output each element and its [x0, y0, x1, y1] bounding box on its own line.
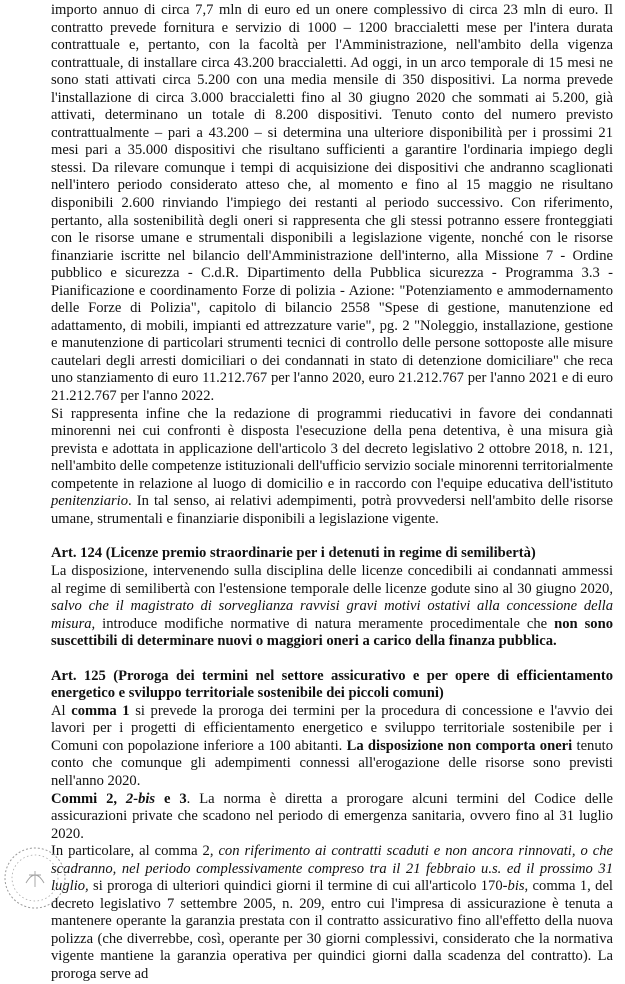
text-run: Al [51, 702, 72, 719]
paragraph-braccialetti [51, 2, 613, 406]
paragraph-programmi-rieducativi [51, 406, 613, 529]
paragraph-art-125-commi-2-3 [51, 791, 613, 844]
text-run: , comma 1, del decreto legislativo 7 settembre 2005, n. 209, entro cui l'impresa di assicurazione è tenuta a mantenere operante la garanzia prestata con il contratto assicurativo fino all'effetto della nuova polizza (che diverrebbe, così, operante per 30 giorni complessivi, considerato che la normativa vigente mantiene la garanzia operativa per quindici giorni dalla scadenza del contratto). La proroga serve ad [51, 878, 613, 982]
paragraph-gap [51, 651, 613, 668]
heading-art-124: Art. 124 (Licenze premio straordinarie per i detenuti in regime di semilibertà) [51, 545, 536, 562]
text-run: La disposizione, intervenendo sulla disciplina delle licenze concedibili ai condannati ammessi al regime di semilibertà con l'estensione temporale delle licenze godute sino al 30 giugno 2020, [51, 562, 613, 597]
seal-emblem [26, 871, 44, 887]
bold-italic-run: 2-bis [125, 790, 156, 807]
bold-run: La disposizione non comporta oneri [346, 737, 573, 754]
italic-run: con riferimento ai contratti scaduti e non ancora rinnovati, o che scadranno, nel periodo complessivamente compreso tra il 21 febbraio u.s. ed il prossimo 31 luglio, [51, 843, 613, 895]
italic-run: salvo che il magistrato di sorveglianza ravvisi gravi motivi ostativi alla concessione della misura, [51, 598, 613, 632]
official-seal-stamp [2, 845, 68, 911]
text-run: si proroga di ulteriori quindici giorni il termine di cui all'articolo 170- [88, 878, 508, 895]
bold-run: e 3 [155, 790, 187, 807]
text-run: tenuto conto che comunque gli adempimenti connessi all'erogazione delle risorse sono previsti nell'anno 2020. [51, 737, 613, 789]
text-run: introduce modifiche normative di natura meramente procedimentale che [95, 615, 555, 632]
text-run: . La norma è diretta a prorogare alcuni termini del Codice delle assicurazioni private che scadono nel periodo di emergenza sanitaria, ovvero fino al 31 luglio 2020. [51, 790, 613, 842]
paragraph-art-125-comma-2-detail [51, 843, 613, 983]
italic-run: penitenziario [51, 493, 129, 510]
text-run: si prevede la proroga dei termini per la procedura di concessione e l'avvio dei lavori per i progetti di efficientamento energetico e sviluppo territoriale sostenibile per i Comuni con popolazione inferiore a 100 abitanti. [51, 702, 613, 754]
italic-run: bis [507, 878, 525, 895]
text-run: . In tal senso, ai relativi adempimenti, potrà provvedersi nell'ambito delle risorse umane, strumentali e finanziarie disponibili a legislazione vigente. [51, 493, 613, 527]
text-run: Si rappresenta infine che la redazione di programmi rieducativi in favore dei condannati minorenni nei cui confronti è disposta l'esecuzione della pena detentiva, è una misura già prevista e adottata in applicazione dell'articolo 3 del decreto legislativo 2 ottobre 2018, n. 121, nell'ambito delle competenze istituzionali dell'ufficio servizio sociale minorenni territorialmente competente in relazione al luogo di domicilio e in raccordo con l'equipe educativa dell'istituto [51, 405, 613, 492]
bold-run: non sono suscettibili di determinare nuovi o maggiori oneri a carico della finanza pubblica. [51, 615, 613, 650]
bold-run: Commi 2, [51, 790, 126, 807]
paragraph-art-124 [51, 563, 613, 651]
text-run: In particolare, al comma 2, [51, 843, 219, 860]
heading-art-125: Art. 125 (Proroga dei termini nel settore assicurativo e per opere di efficientamento energetico e sviluppo territoriale sostenibile dei piccoli comuni) [51, 667, 613, 702]
paragraph-gap [51, 528, 613, 545]
paragraph-art-125-comma-1 [51, 703, 613, 791]
document-body [51, 2, 613, 984]
text-run: importo annuo di circa 7,7 mln di euro ed un onere complessivo di circa 23 mln di euro. Il contratto prevede fornitura e servizio di 1000 – 1200 braccialetti mese per l'intera durata contrattuale e, pertanto, con la facoltà per l'Amministrazione, nell'ambito della vigenza contrattuale, di installare circa 43.200 braccialetti. Ad oggi, in un arco temporale di 15 mesi ne sono stati attivati circa 5.200 con una media mensile di 350 dispositivi. La norma prevede l'installazione di circa 3.000 braccialetti fino al 30 giugno 2020 che sommati ai 5.200, già attivati, determinano un totale di 8.200 dispositivi. Tenuto conto del numero previsto contrattualmente – pari a 43.200 – si determina una ulteriore disponibilità per i prossimi 21 mesi pari a 35.000 dispositivi che risultano sufficienti a garantire l'ordinaria impiego degli stessi. Da rilevare comunque i tempi di acquisizione dei dispositivi che andranno scaglionati nell'intero periodo considerato atteso che, al momento e fino al 15 maggio ne risultano disponibili 2.600 rinviando l'impiego dei restanti al periodo successivo. Con riferimento, pertanto, alla sostenibilità degli oneri si rappresenta che gli stessi potranno essere fronteggiati con le risorse umane e strumentali disponibili a legislazione vigente, nonché con le risorse finanziarie iscritte nel bilancio dell'Amministrazione dell'interno, alla Missione 7 - Ordine pubblico e sicurezza - C.d.R. Dipartimento della Pubblica sicurezza - Programma 3.3 - Pianificazione e coordinamento Forze di polizia - Azione: "Potenziamento e ammodernamento delle Forze di Polizia", capitolo di bilancio 2558 "Spese di gestione, manutenzione ed adattamento, di mobili, impianti ed attrezzature varie", pg. 2 "Noleggio, installazione, gestione e manutenzione di particolari strumenti tecnici di controllo delle persone sottoposte alle misure cautelari degli arresti domiciliari o dei condannati in stato di detenzione domiciliare" che reca uno stanziamento di euro 11.212.767 per l'anno 2020, euro 21.212.767 per l'anno 2021 e di euro 21.212.767 per l'anno 2022. [51, 2, 613, 405]
bold-run: comma 1 [71, 702, 130, 719]
